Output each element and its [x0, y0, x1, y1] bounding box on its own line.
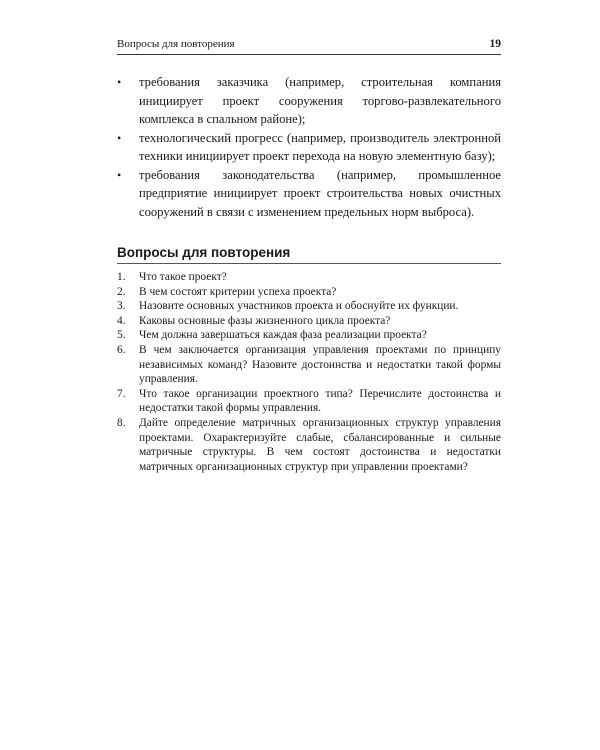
question-item [117, 416, 501, 474]
question-item [117, 270, 501, 285]
question-text: В чем заключается организация управления проектами по принципу независимых команд? Назовите достоинства и недостатки такой формы управления. [139, 343, 501, 386]
question-text: Что такое организации проектного типа? Перечислите достоинства и недостатки такой формы управления. [139, 387, 501, 415]
running-header [117, 38, 501, 55]
question-item [117, 299, 501, 314]
question-item [117, 285, 501, 300]
question-text: В чем состоят критерии успеха проекта? [139, 285, 337, 298]
question-text: Назовите основных участников проекта и обоснуйте их функции. [139, 300, 459, 313]
bullet-text: требования законодательства (например, промышленное предприятие инициирует проект строительства новых очистных сооружений в связи с изменением предельных норм выброса). [139, 167, 501, 219]
bullet-icon: • [117, 75, 122, 89]
bullet-text: технологический прогресс (например, производитель электронной техники инициирует проект перехода на новую элементную базу); [139, 130, 501, 163]
bullet-list [117, 73, 501, 221]
question-text: Чем должна завершаться каждая фаза реализации проекта? [139, 329, 427, 342]
bullet-item [117, 166, 501, 222]
bullet-item [117, 129, 501, 166]
question-item [117, 387, 501, 416]
bullet-item [117, 73, 501, 129]
question-number: 7. [117, 387, 126, 400]
question-number: 2. [117, 285, 126, 298]
question-text: Что такое проект? [139, 271, 227, 283]
page-number: 19 [489, 38, 501, 50]
question-item [117, 314, 501, 329]
question-item [117, 343, 501, 387]
question-number: 5. [117, 329, 126, 342]
bullet-icon: • [117, 167, 122, 182]
question-number: 1. [117, 271, 126, 283]
book-page [117, 38, 501, 474]
bullet-icon: • [117, 130, 122, 145]
section-title: Вопросы для повторения [117, 245, 501, 264]
review-questions-list [117, 270, 501, 474]
question-number: 6. [117, 343, 126, 356]
question-text: Каковы основные фазы жизненного цикла проекта? [139, 314, 391, 327]
question-number: 3. [117, 300, 126, 313]
bullet-text: требования заказчика (например, строительная компания инициирует проект сооружения торгово-развлекательного комплекса в спальном районе); [139, 75, 501, 126]
question-number: 4. [117, 314, 126, 327]
question-text: Дайте определение матричных организационных структур управления проектами. Охарактеризуйте слабые, сбалансированные и сильные матричные структуры. В чем состоят достоинства и недостатки матричных организационных структур при управлении проектами? [139, 416, 501, 473]
running-title: Вопросы для повторения [117, 38, 235, 50]
question-item [117, 328, 501, 343]
question-number: 8. [117, 416, 126, 429]
